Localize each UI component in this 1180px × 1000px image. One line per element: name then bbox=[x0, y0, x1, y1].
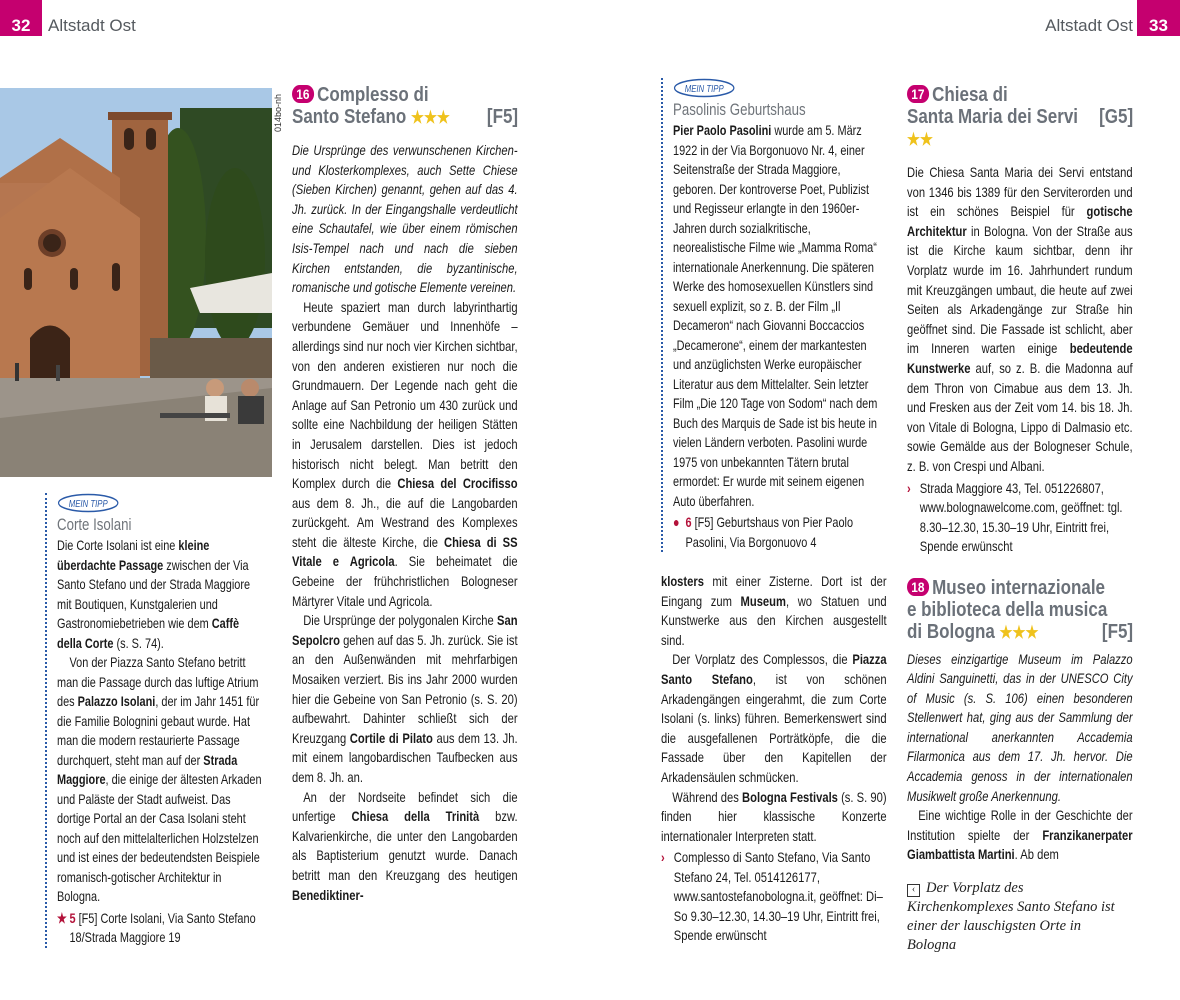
rating-stars-icon: ★★ bbox=[907, 130, 933, 149]
intro-paragraph: Dieses einzigartige Museum im Palazzo Aldini Sanguinetti, das in der UNESCO City of Music (s. S. 106) einen besonderen Stellenwert hat, ging aus der Sammlung der international anerkannten Accademia Filarmonica aus dem 17. Jh. hervor. Die Accademia genoss in der internationalen Musikwelt große Anerkennung. bbox=[907, 650, 1133, 804]
page-number-left: 32 bbox=[0, 0, 42, 36]
paragraph bbox=[292, 788, 518, 906]
info-text: Strada Maggiore 43, Tel. 051226807, www.bolognawelcome.com, geöffnet: tgl. 8.30–12.30, 15.30–19 Uhr, Eintritt frei, Spende erwünscht bbox=[919, 479, 1123, 554]
article-body bbox=[907, 163, 1133, 477]
bold-term: bedeutende Kunstwerke bbox=[907, 340, 1133, 376]
rating-stars-icon: ★★★ bbox=[999, 622, 1039, 642]
dot-marker-icon: ● bbox=[673, 514, 680, 530]
info-text: [F5] Corte Isolani, Via Santo Stefano 18/Strada Maggiore 19 bbox=[69, 909, 256, 945]
bold-term: Museum bbox=[740, 592, 786, 609]
text-run: aus dem 13. Jh. mit einem langobardischen Taufbecken aus dem 8. Jh. an. bbox=[292, 729, 518, 785]
article-body bbox=[292, 141, 518, 905]
info-text: Complesso di Santo Stefano, Via Santo Stefano 24, Tel. 0514126177, www.santostefanobologna.it, geöffnet: Di–So 9.30–12.30, 14.30–19 Uhr, Eintritt frei, Spende erwünscht bbox=[673, 849, 883, 944]
arrow-left-box-icon: ‹ bbox=[907, 884, 920, 897]
text-run: zwischen der Via Santo Stefano und der Strada Maggiore mit Boutiquen, Kunstgalerien und Gastronomiebetrieben wie dem bbox=[57, 556, 251, 631]
text-run: Während des bbox=[672, 788, 743, 805]
section-16 bbox=[292, 84, 518, 905]
text-run: auf, so z. B. die Madonna auf dem Thron von Cimabue aus dem 13. Jh. und Fresken aus der Zeit vom 14. bis 18. Jh. von Vitale di Bologna, Lippo di Dalmasio etc. sowie Gemälde aus der Bologneser Schule, z. B. von Crespi und Albani. bbox=[907, 359, 1133, 474]
info-line bbox=[673, 513, 878, 552]
right-page-column-1 bbox=[661, 78, 889, 946]
text-run: in Bologna. Von der Straße aus ist die Kirche kaum sichtbar, denn ihr Vorplatz wurde im 16. Jahrhundert rundum mit Kreuzgängen umbaut, die heute auf zwei Seiten als Arkadengänge zur Straße hin geöffnet sind. Die Fassade ist schlicht, aber im Inneren warten einige bbox=[907, 222, 1133, 357]
paragraph bbox=[673, 121, 878, 511]
running-head-left: Altstadt Ost bbox=[48, 16, 136, 35]
bold-term: Franzikanerpater Giambattista Martini bbox=[907, 826, 1133, 863]
text-run: , der im Jahr 1451 für die Familie Bolognini gebaut wurde. Hat man die modern restaurierte Passage durchquert, steht man auf der bbox=[57, 693, 260, 768]
article-body bbox=[661, 572, 887, 846]
bold-term: Pier Paolo Pasolini bbox=[673, 122, 772, 138]
bold-term: Chiesa di SS Vitale e Agricola bbox=[292, 533, 518, 570]
bold-term: San Sepolcro bbox=[292, 612, 518, 648]
tipp-box-corte-isolani bbox=[45, 493, 267, 948]
tipp-text bbox=[673, 121, 878, 511]
heading-line: Santa Maria dei Servi bbox=[907, 106, 1079, 128]
page-number-right: 33 bbox=[1137, 0, 1180, 36]
section-number-badge: 18 bbox=[907, 578, 929, 596]
info-line bbox=[907, 479, 1133, 557]
section-heading bbox=[907, 84, 1133, 151]
heading-line: Museo internazionale bbox=[932, 576, 1106, 599]
text-run: . Ab dem bbox=[1014, 846, 1059, 863]
section-17 bbox=[907, 84, 1133, 557]
caption-text: Der Vorplatz des Kirchenkomplexes Santo Stefano ist einer der lauschigsten Orte in Bologna bbox=[907, 880, 1115, 954]
text-run: (s. S. 74). bbox=[113, 634, 164, 651]
text-run: wurde am 5. März 1922 in der Via Borgonuovo Nr. 4, einer Seitenstraße der Strada Maggiore, geboren. Der kontroverse Poet, Publizist und Regisseur erlangte in den 1960er-Jahren durch sozialkritische, neorealistische Filme wie „Mamma Roma“ internationale Anerkennung. Die späteren Werke des homosexuellen Künstlers sind sexuell explizit, so z. B. der Film „Il Decameron“ nach Giovanni Boccaccios „Decamerone“, einem der markantesten und anzüglichsten Werke europäischer Literatur aus dem Mittelalter. Sein letzter Film „Die 120 Tage von Sodom“ nach dem Buch des Marquis de Sade ist bis heute in vielen Ländern verboten. Pasolini wurde 1975 von unbekannten Tätern brutal ermordet: Er wurde mit seinem eigenen Auto überfahren. bbox=[673, 122, 878, 509]
svg-text:MEIN TIPP: MEIN TIPP bbox=[684, 83, 724, 95]
svg-text:MEIN TIPP: MEIN TIPP bbox=[68, 498, 108, 510]
text-run: Die Corte Isolani ist eine bbox=[57, 537, 179, 553]
bold-term: klosters bbox=[661, 573, 704, 589]
paragraph bbox=[292, 611, 518, 787]
rating-stars-icon: ★★★ bbox=[411, 108, 450, 127]
mein-tipp-badge bbox=[57, 493, 119, 513]
paragraph bbox=[661, 650, 887, 787]
bold-term: Benediktiner- bbox=[292, 886, 364, 903]
text-run: , die einige der ältesten Arkaden und Paläste der Stadt aufweist. Das dortige Portal an der Casa Isolani steht noch auf den mittelalterlichen Holzstelzen und ist eines der bedeutendsten Beispiele romanisch-gotischer Architektur in Bologna. bbox=[57, 771, 262, 904]
tipp-box-pasolini bbox=[661, 78, 878, 552]
text-run: aus dem 8. Jh., die auf die Langobarden zurückgeht. Am Westrand des Komplexes steht die älteste Kirche, die bbox=[292, 494, 518, 550]
section-heading bbox=[907, 577, 1133, 644]
text-run: Die Chiesa Santa Maria dei Servi entstand von 1346 bis 1389 für den Serviterorden und ist ein schönes Beispiel für bbox=[907, 164, 1133, 220]
paragraph bbox=[907, 163, 1133, 477]
right-page-column-2 bbox=[907, 84, 1133, 955]
map-grid-ref: [F5] bbox=[486, 106, 519, 128]
running-head-right: Altstadt Ost bbox=[1045, 16, 1133, 35]
paragraph bbox=[661, 788, 887, 847]
text-run: (s. S. 90) finden hier klassische Konzerte internationaler Interpreten statt. bbox=[661, 788, 887, 844]
paragraph bbox=[292, 298, 518, 612]
paragraph bbox=[661, 572, 887, 650]
bold-term: Chiesa della Trinità bbox=[351, 808, 480, 825]
chevron-right-icon: › bbox=[907, 479, 911, 496]
church-photo bbox=[0, 88, 272, 477]
map-number: 6 bbox=[685, 514, 692, 530]
photo-credit: 014bo-nh bbox=[273, 93, 283, 132]
info-line bbox=[57, 909, 267, 948]
tipp-title: Pasolinis Geburtshaus bbox=[673, 100, 806, 119]
bold-term: Chiesa del Crocifisso bbox=[397, 475, 518, 492]
map-number: 5 bbox=[69, 909, 76, 926]
text-run: An der Nordseite befindet sich die unfertige bbox=[292, 788, 518, 825]
text-run: , ist von schönen Arkadengängen eingerahmt, die zum Corte Isolani (s. links) führen. Bemerkenswert sind die ausgefallenen Porträtköpfe, die die Fassade über den Kapitellen der Arkadensäulen schmücken. bbox=[661, 670, 887, 785]
section-number-badge: 17 bbox=[907, 85, 929, 103]
text-run: . Sie beheimatet die Gebeine der frühchristlichen Bologneser Märtyrer Vitale und Agricola. bbox=[292, 553, 518, 609]
text-run: Der Vorplatz des Complessos, die bbox=[672, 651, 853, 668]
bold-term: Caffè della Corte bbox=[57, 615, 240, 651]
text-run: bzw. Kalvarienkirche, die unter den Langobarden als Baptisterium genutzt wurde. Danach betritt man den Kreuzgang des heutigen bbox=[292, 808, 518, 883]
paragraph bbox=[57, 653, 267, 907]
tipp-title: Corte Isolani bbox=[57, 515, 132, 534]
text-run: gehen auf das 5. Jh. zurück. Sie ist an den Außenwänden mit mehrfarbigen Mosaiken verziert. Bis ins Jahr 2000 wurden hier die Gebeine von San Petronio (s. S. 20) aufbewahrt. Dahinter schließt sich der Kreuzgang bbox=[292, 631, 518, 746]
bold-term: kleine überdachte Passage bbox=[57, 537, 210, 573]
section-18 bbox=[907, 577, 1133, 866]
heading-line: Chiesa di bbox=[932, 84, 1008, 106]
map-grid-ref: [F5] bbox=[1101, 620, 1134, 643]
heading-line: di Bologna bbox=[907, 620, 995, 643]
text-run: mit einer Zisterne. Dort ist der Eingang zum bbox=[661, 573, 887, 609]
text-run: Heute spaziert man durch labyrinthartig verbundene Gemäuer und Innenhöfe – allerdings sind nur noch vier Kirchen sichtbar, von den anderen existieren nur noch die Grundmauern. Der Legende nach geht die Anlage auf San Petronio um 430 zurück und sollte eine Nachbildung der heiligen Stätten in Jerusalem darstellen. Dies ist jedoch historisch nicht belegt. Man betritt den Komplex durch die bbox=[292, 298, 518, 492]
star-marker-icon: ★ bbox=[57, 909, 67, 926]
section-number-badge: 16 bbox=[292, 85, 314, 103]
text-run: , wo Statuen und Kunstwerke aus den Kirchen ausgestellt sind. bbox=[661, 592, 887, 648]
info-line bbox=[661, 848, 887, 946]
heading-line: e biblioteca della musica bbox=[907, 598, 1108, 621]
bold-term: Strada Maggiore bbox=[57, 751, 238, 787]
mein-tipp-badge bbox=[673, 78, 735, 98]
bold-term: Cortile di Pilato bbox=[349, 729, 433, 746]
heading-line: Santo Stefano bbox=[292, 106, 407, 128]
article-body bbox=[907, 650, 1133, 866]
photo-caption bbox=[907, 879, 1133, 955]
text-run: Von der Piazza Santo Stefano betritt man die Passage durch das luftige Atrium des bbox=[57, 654, 259, 709]
text-run: Eine wichtige Rolle in der Geschichte der Institution spielte der bbox=[907, 807, 1133, 843]
text-run: Die Ursprünge der polygonalen Kirche bbox=[303, 612, 498, 629]
tipp-text bbox=[57, 536, 267, 907]
bold-term: Palazzo Isolani bbox=[77, 693, 156, 709]
section-16-continued bbox=[661, 572, 887, 946]
paragraph bbox=[907, 806, 1133, 865]
intro-paragraph: Die Ursprünge des verwunschenen Kirchen- und Klosterkomplexes, auch Sette Chiese (Sieben Kirchen) genannt, gehen auf das 4. Jh. zurück. In der Eingangshalle verdeutlicht eine Schautafel, wie über einem römischen Isis-Tempel nach und nach die sieben Kirchen entstanden, die byzantinische, romanische und gotische Elemente vereinen. bbox=[292, 142, 518, 296]
section-heading bbox=[292, 84, 518, 129]
info-text: [F5] Geburtshaus von Pier Paolo Pasolini, Via Borgonuovo 4 bbox=[685, 514, 854, 550]
heading-line: Complesso di bbox=[317, 84, 429, 106]
bold-term: Piazza Santo Stefano bbox=[661, 651, 887, 687]
bold-term: gotische Architektur bbox=[907, 203, 1133, 239]
chevron-right-icon: › bbox=[661, 849, 665, 866]
paragraph bbox=[57, 536, 267, 653]
map-grid-ref: [G5] bbox=[1099, 106, 1134, 128]
bold-term: Bologna Festivals bbox=[742, 788, 838, 805]
